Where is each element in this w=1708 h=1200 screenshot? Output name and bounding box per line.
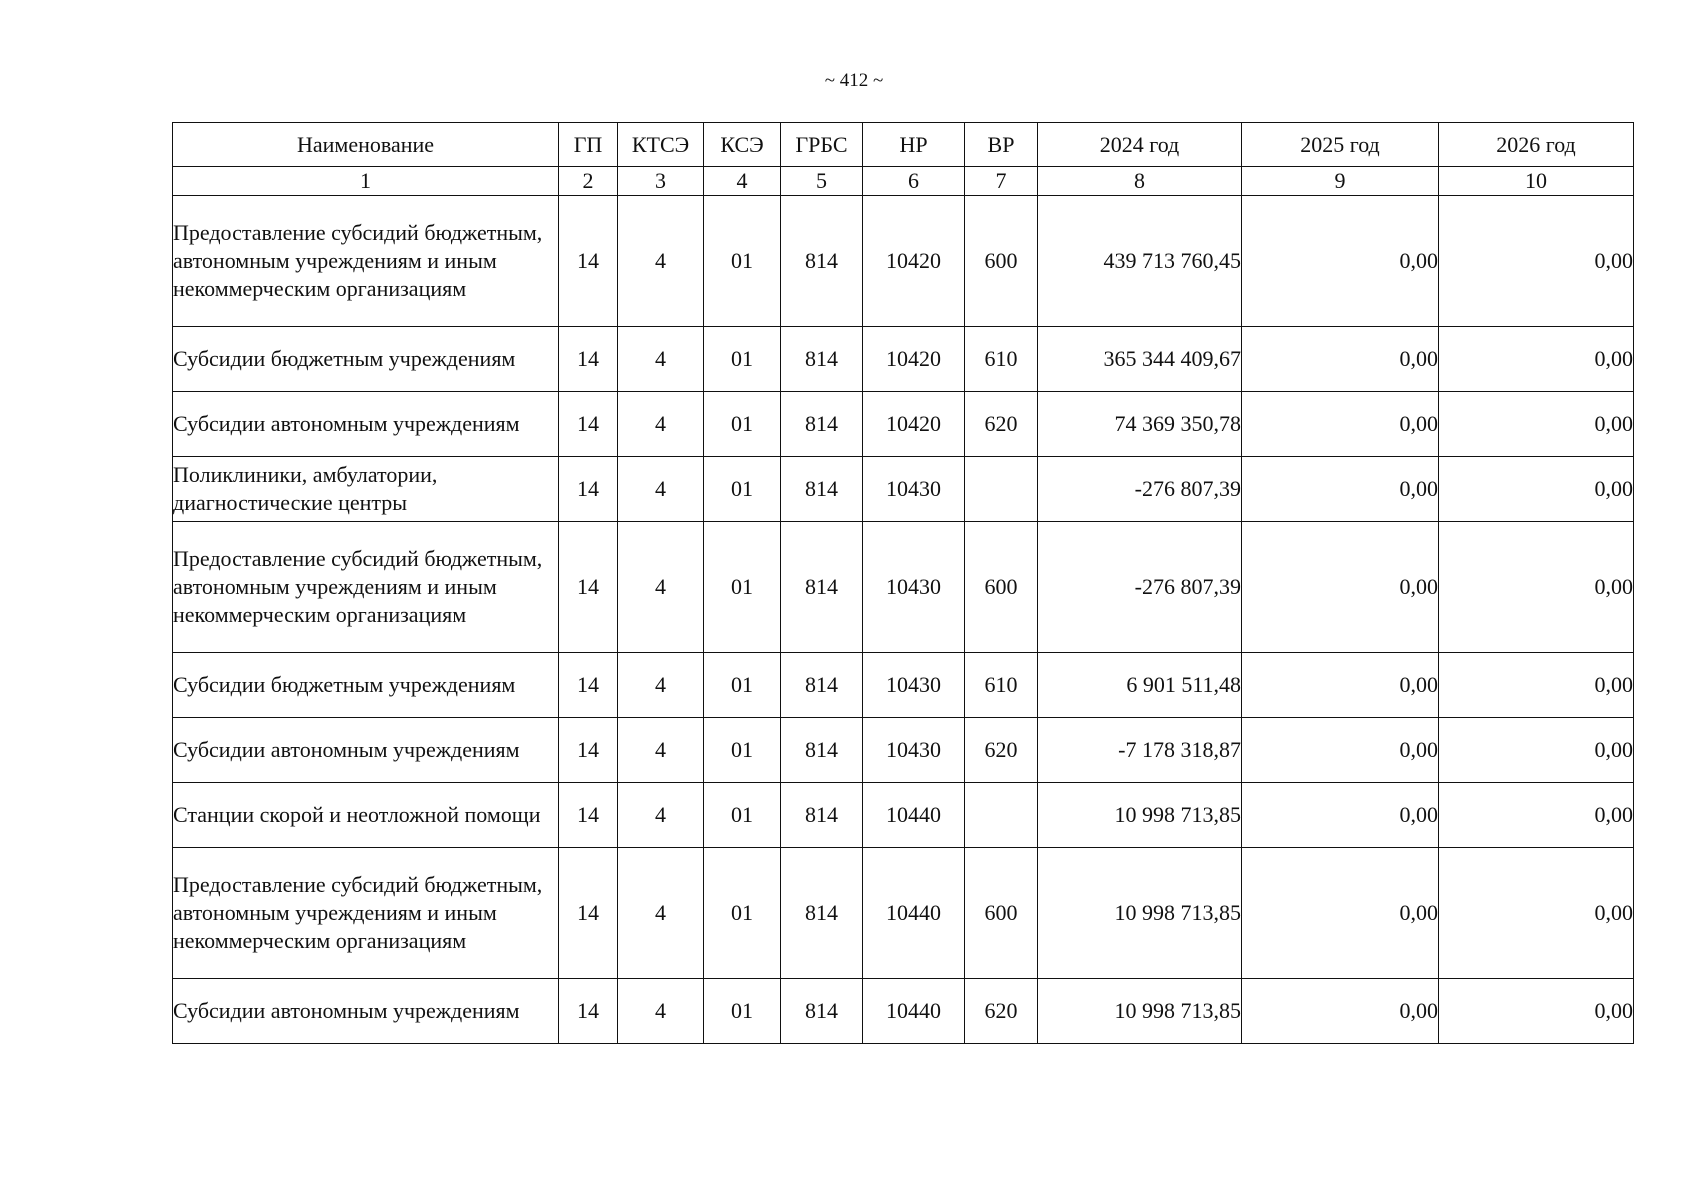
- header-kse: КСЭ: [704, 123, 781, 167]
- row-gp: 14: [559, 718, 618, 783]
- row-amount-2024: 439 713 760,45: [1038, 196, 1242, 327]
- row-name: Предоставление субсидий бюджетным, автономным учреждениям и иным некоммерческим организациям: [173, 522, 559, 653]
- row-ktse: 4: [618, 979, 704, 1044]
- row-nr: 10440: [863, 979, 965, 1044]
- row-name: Субсидии бюджетным учреждениям: [173, 327, 559, 392]
- row-name: Субсидии автономным учреждениям: [173, 392, 559, 457]
- row-amount-2024: 10 998 713,85: [1038, 783, 1242, 848]
- column-number: 6: [863, 167, 965, 196]
- column-number: 8: [1038, 167, 1242, 196]
- row-kse: 01: [704, 979, 781, 1044]
- row-nr: 10440: [863, 848, 965, 979]
- row-vr: [965, 457, 1038, 522]
- row-ktse: 4: [618, 327, 704, 392]
- table-row: [173, 522, 1634, 653]
- row-amount-2025: 0,00: [1242, 457, 1439, 522]
- row-grbs: 814: [781, 718, 863, 783]
- row-gp: 14: [559, 653, 618, 718]
- row-amount-2025: 0,00: [1242, 848, 1439, 979]
- row-name: Предоставление субсидий бюджетным, автономным учреждениям и иным некоммерческим организациям: [173, 196, 559, 327]
- row-amount-2026: 0,00: [1439, 979, 1634, 1044]
- row-vr: [965, 783, 1038, 848]
- row-amount-2024: 74 369 350,78: [1038, 392, 1242, 457]
- column-number: 10: [1439, 167, 1634, 196]
- page-number: ~ 412 ~: [824, 70, 884, 91]
- row-amount-2025: 0,00: [1242, 718, 1439, 783]
- row-grbs: 814: [781, 196, 863, 327]
- row-ktse: 4: [618, 196, 704, 327]
- row-nr: 10420: [863, 392, 965, 457]
- header-ktse: КТСЭ: [618, 123, 704, 167]
- row-amount-2026: 0,00: [1439, 783, 1634, 848]
- row-nr: 10430: [863, 457, 965, 522]
- row-vr: 600: [965, 522, 1038, 653]
- row-vr: 620: [965, 718, 1038, 783]
- column-number: 9: [1242, 167, 1439, 196]
- row-amount-2024: -7 178 318,87: [1038, 718, 1242, 783]
- row-grbs: 814: [781, 848, 863, 979]
- row-amount-2026: 0,00: [1439, 653, 1634, 718]
- header-gp: ГП: [559, 123, 618, 167]
- row-nr: 10420: [863, 196, 965, 327]
- header-2024: 2024 год: [1038, 123, 1242, 167]
- row-kse: 01: [704, 848, 781, 979]
- row-name: Предоставление субсидий бюджетным, автономным учреждениям и иным некоммерческим организациям: [173, 848, 559, 979]
- table-row: [173, 848, 1634, 979]
- row-name: Субсидии бюджетным учреждениям: [173, 653, 559, 718]
- column-number: 7: [965, 167, 1038, 196]
- row-amount-2024: 6 901 511,48: [1038, 653, 1242, 718]
- row-amount-2025: 0,00: [1242, 979, 1439, 1044]
- table-row: [173, 979, 1634, 1044]
- row-amount-2024: -276 807,39: [1038, 522, 1242, 653]
- row-nr: 10440: [863, 783, 965, 848]
- table-row: [173, 718, 1634, 783]
- row-vr: 600: [965, 848, 1038, 979]
- row-amount-2026: 0,00: [1439, 457, 1634, 522]
- row-amount-2024: 10 998 713,85: [1038, 979, 1242, 1044]
- header-row: [173, 123, 1634, 167]
- row-amount-2025: 0,00: [1242, 327, 1439, 392]
- table-row: [173, 392, 1634, 457]
- row-grbs: 814: [781, 457, 863, 522]
- row-gp: 14: [559, 392, 618, 457]
- row-ktse: 4: [618, 522, 704, 653]
- row-gp: 14: [559, 848, 618, 979]
- row-kse: 01: [704, 196, 781, 327]
- row-amount-2024: 10 998 713,85: [1038, 848, 1242, 979]
- row-amount-2026: 0,00: [1439, 848, 1634, 979]
- row-nr: 10420: [863, 327, 965, 392]
- column-number-row: [173, 167, 1634, 196]
- row-kse: 01: [704, 653, 781, 718]
- budget-table: [172, 122, 1634, 1044]
- column-number: 2: [559, 167, 618, 196]
- row-ktse: 4: [618, 653, 704, 718]
- row-kse: 01: [704, 457, 781, 522]
- row-amount-2026: 0,00: [1439, 522, 1634, 653]
- row-amount-2025: 0,00: [1242, 392, 1439, 457]
- row-amount-2024: 365 344 409,67: [1038, 327, 1242, 392]
- header-nr: НР: [863, 123, 965, 167]
- row-amount-2025: 0,00: [1242, 522, 1439, 653]
- row-amount-2025: 0,00: [1242, 783, 1439, 848]
- column-number: 3: [618, 167, 704, 196]
- header-grbs: ГРБС: [781, 123, 863, 167]
- row-name: Субсидии автономным учреждениям: [173, 718, 559, 783]
- row-amount-2026: 0,00: [1439, 392, 1634, 457]
- row-ktse: 4: [618, 392, 704, 457]
- row-vr: 610: [965, 653, 1038, 718]
- row-kse: 01: [704, 522, 781, 653]
- row-grbs: 814: [781, 392, 863, 457]
- row-gp: 14: [559, 327, 618, 392]
- row-vr: 610: [965, 327, 1038, 392]
- header-name: Наименование: [173, 123, 559, 167]
- table-row: [173, 327, 1634, 392]
- row-grbs: 814: [781, 327, 863, 392]
- header-vr: ВР: [965, 123, 1038, 167]
- row-amount-2025: 0,00: [1242, 196, 1439, 327]
- row-grbs: 814: [781, 979, 863, 1044]
- column-number: 5: [781, 167, 863, 196]
- row-amount-2026: 0,00: [1439, 196, 1634, 327]
- row-nr: 10430: [863, 718, 965, 783]
- row-amount-2026: 0,00: [1439, 327, 1634, 392]
- column-number: 4: [704, 167, 781, 196]
- row-ktse: 4: [618, 718, 704, 783]
- row-ktse: 4: [618, 457, 704, 522]
- row-nr: 10430: [863, 653, 965, 718]
- table-row: [173, 457, 1634, 522]
- row-kse: 01: [704, 392, 781, 457]
- row-gp: 14: [559, 196, 618, 327]
- row-name: Поликлиники, амбулатории, диагностические центры: [173, 457, 559, 522]
- table-row: [173, 783, 1634, 848]
- row-amount-2024: -276 807,39: [1038, 457, 1242, 522]
- row-amount-2026: 0,00: [1439, 718, 1634, 783]
- column-number: 1: [173, 167, 559, 196]
- row-grbs: 814: [781, 653, 863, 718]
- row-gp: 14: [559, 457, 618, 522]
- row-gp: 14: [559, 979, 618, 1044]
- row-vr: 620: [965, 979, 1038, 1044]
- row-name: Станции скорой и неотложной помощи: [173, 783, 559, 848]
- header-2026: 2026 год: [1439, 123, 1634, 167]
- row-gp: 14: [559, 783, 618, 848]
- row-kse: 01: [704, 327, 781, 392]
- row-vr: 620: [965, 392, 1038, 457]
- row-grbs: 814: [781, 522, 863, 653]
- row-kse: 01: [704, 783, 781, 848]
- row-grbs: 814: [781, 783, 863, 848]
- row-vr: 600: [965, 196, 1038, 327]
- row-amount-2025: 0,00: [1242, 653, 1439, 718]
- table-row: [173, 653, 1634, 718]
- row-kse: 01: [704, 718, 781, 783]
- row-ktse: 4: [618, 848, 704, 979]
- header-2025: 2025 год: [1242, 123, 1439, 167]
- row-name: Субсидии автономным учреждениям: [173, 979, 559, 1044]
- row-ktse: 4: [618, 783, 704, 848]
- table-row: [173, 196, 1634, 327]
- row-gp: 14: [559, 522, 618, 653]
- row-nr: 10430: [863, 522, 965, 653]
